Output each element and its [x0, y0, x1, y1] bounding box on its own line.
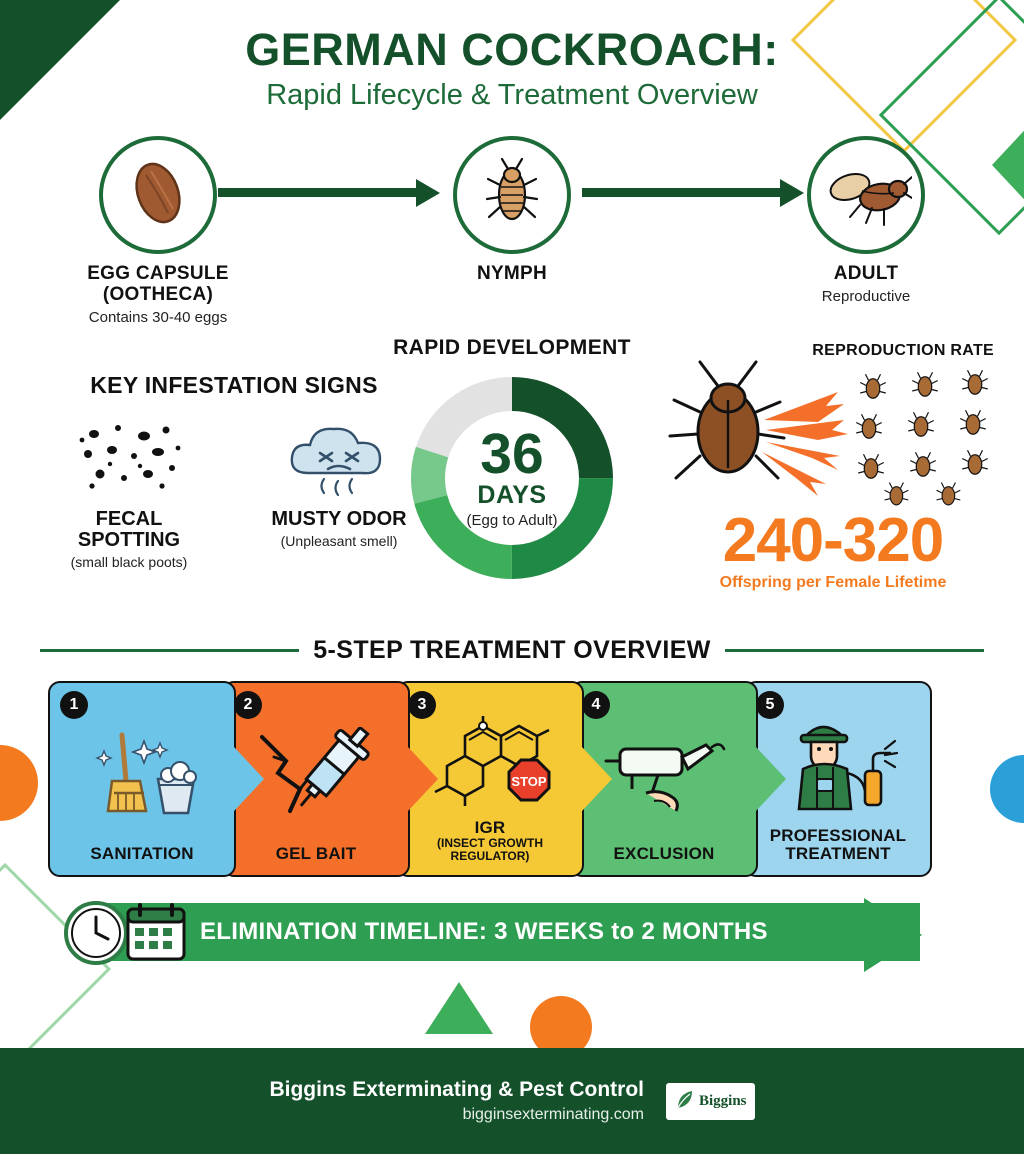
treatment-steps	[48, 681, 976, 877]
step-number-3: 3	[408, 691, 436, 719]
development-days-number: 36	[480, 422, 544, 487]
step-label-5-line1: PROFESSIONAL	[769, 825, 907, 845]
treatment-header	[40, 636, 984, 665]
footer-company-name: Biggins Exterminating & Pest Control	[269, 1078, 644, 1101]
footer-website[interactable]: bigginsexterminating.com	[462, 1106, 644, 1123]
development-donut-chart	[404, 370, 620, 586]
treatment-title: 5-STEP TREATMENT OVERVIEW	[313, 636, 711, 665]
development-note: (Egg to Adult)	[466, 512, 558, 530]
page-title: GERMAN COCKROACH:	[245, 24, 779, 75]
adult-circle	[807, 136, 925, 254]
step-label-5	[770, 827, 907, 864]
step-number-1: 1	[60, 691, 88, 719]
divider-left	[40, 649, 299, 652]
footer-logo-text: Biggins	[699, 1092, 747, 1109]
step-sublabel-3-line1: (INSECT GROWTH	[437, 835, 543, 850]
infestation-signs-block	[44, 372, 424, 570]
lifecycle-stage-adult	[746, 136, 986, 305]
stage-sub-egg-capsule: Contains 30-40 eggs	[88, 309, 228, 327]
stage-label-line2: (OOTHECA)	[102, 284, 214, 306]
infestation-signs-title: KEY INFESTATION SIGNS	[90, 372, 378, 399]
timeline-arrow-head	[864, 898, 922, 972]
step-label-4: EXCLUSION	[613, 843, 715, 863]
sign-note-fecal-spotting: (small black poots)	[70, 554, 188, 571]
lifecycle-stage-egg-capsule	[38, 136, 278, 326]
mid-section	[0, 336, 1024, 632]
step-label-2: GEL BAIT	[275, 843, 357, 863]
timeline-bar	[100, 903, 920, 961]
fecal-spotting-icon	[44, 417, 214, 503]
stage-sub-adult: Reproductive	[821, 288, 911, 306]
lifecycle-diagram	[0, 136, 1024, 336]
reproduction-rate-block	[668, 342, 998, 592]
sign-fecal-spotting	[44, 417, 214, 570]
sign-label-line1: FECAL	[95, 508, 163, 531]
egg-capsule-circle	[99, 136, 217, 254]
nymph-circle	[453, 136, 571, 254]
sign-label-musty-odor: MUSTY ODOR	[271, 508, 407, 531]
stage-label-nymph: NYMPH	[476, 263, 548, 285]
leaf-logo-icon	[674, 1088, 694, 1115]
svg-text:STOP: STOP	[511, 773, 547, 789]
adult-cockroach-icon	[820, 153, 912, 238]
stage-label-adult: ADULT	[833, 263, 899, 285]
stage-label-line1: EGG CAPSULE	[87, 263, 229, 285]
timeline-text: ELIMINATION TIMELINE: 3 WEEKS to 2 MONTHS	[200, 918, 768, 946]
company-logo	[666, 1083, 755, 1120]
sign-note-musty-odor: (Unpleasant smell)	[280, 533, 398, 550]
step-number-4: 4	[582, 691, 610, 719]
page-subtitle: Rapid Lifecycle & Treatment Overview	[266, 79, 758, 112]
step-number-2: 2	[234, 691, 262, 719]
triangle-decoration-bottom	[425, 982, 493, 1034]
step-number-5: 5	[756, 691, 784, 719]
reproduction-illustration	[668, 360, 998, 510]
step-label-3: IGR	[474, 817, 506, 837]
lifecycle-stage-nymph	[392, 136, 632, 288]
clock-calendar-icon	[54, 895, 194, 974]
nymph-cockroach-icon	[474, 155, 550, 236]
rapid-development-block	[372, 336, 652, 586]
divider-right	[725, 649, 984, 652]
stage-label-egg-capsule	[38, 264, 278, 306]
sign-label-fecal-spotting	[44, 509, 214, 551]
step-sublabel-3	[437, 837, 543, 863]
elimination-timeline	[48, 895, 976, 969]
reproduction-rate-title: REPRODUCTION RATE	[812, 342, 994, 360]
header	[0, 0, 1024, 112]
step-label-5-line2: TREATMENT	[785, 843, 891, 863]
development-days-label: DAYS	[477, 481, 547, 510]
step-label-1: SANITATION	[90, 843, 194, 863]
reproduction-rate-caption: Offspring per Female Lifetime	[719, 574, 947, 592]
ootheca-egg-capsule-icon	[118, 153, 198, 238]
footer	[0, 1048, 1024, 1154]
rapid-development-title: RAPID DEVELOPMENT	[393, 336, 631, 360]
sign-label-line2: SPOTTING	[77, 529, 181, 552]
reproduction-rate-value: 240-320	[722, 506, 944, 576]
treatment-step-sanitation[interactable]	[48, 681, 236, 877]
step-sublabel-3-line2: REGULATOR)	[450, 849, 530, 864]
